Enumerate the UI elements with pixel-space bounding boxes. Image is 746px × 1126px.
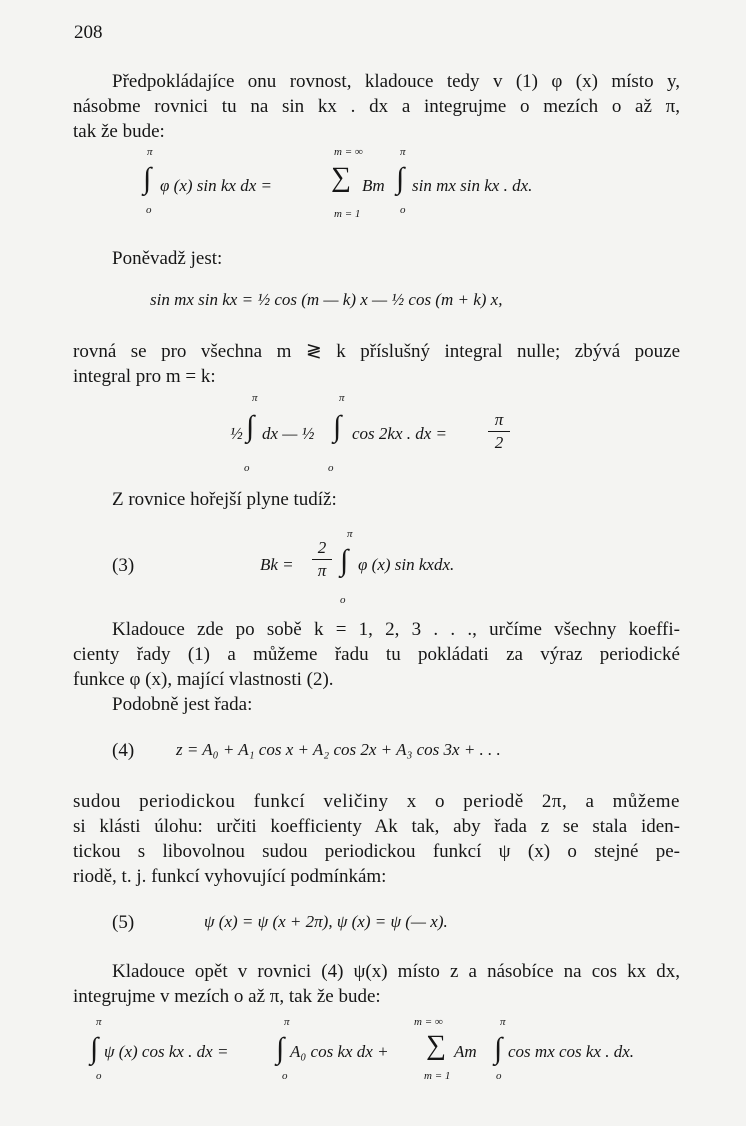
eq1-int-lower: o: [146, 204, 152, 216]
page-number: 208: [74, 22, 103, 43]
eq6-body: ψ (x) = ψ (x + 2π), ψ (x) = ψ (— x).: [204, 912, 448, 931]
eq1-int2-lower: o: [400, 204, 406, 216]
text-line-14: tickou s libovolnou sudou periodickou funkcí ψ (x) o stejné pe-: [73, 841, 680, 862]
eq3-fraction: [488, 410, 510, 453]
eq4-lhs: Bk =: [260, 555, 294, 574]
eq4-denominator: π: [317, 561, 327, 580]
eq3-int1-upper: π: [252, 392, 258, 404]
eq7-int3-lower: o: [496, 1070, 502, 1082]
eq7-mid: A₀ cos kx dx +: [290, 1042, 389, 1061]
eq1-sum-sign: ∑: [331, 162, 351, 193]
eq4-fraction: [312, 538, 332, 581]
eq1-sum-lower: m = 1: [334, 208, 361, 220]
eq7-integral2-sign: ∫: [276, 1032, 285, 1065]
eq4-integral-sign: ∫: [340, 544, 349, 577]
eq3-a: ½: [230, 424, 243, 443]
text-line-12: sudou periodickou funkcí veličiny x o periodě 2π, a můžeme: [73, 791, 680, 812]
text-line-15: riodě, t. j. funkcí vyhovující podmínkám:: [73, 866, 387, 887]
eq7-int2-lower: o: [282, 1070, 288, 1082]
eq7-sum-upper: m = ∞: [414, 1016, 443, 1028]
eq7-integral3-sign: ∫: [494, 1032, 503, 1065]
eq4-int-lower: o: [340, 594, 346, 606]
eq7-sum-lower: m = 1: [424, 1070, 451, 1082]
eq3-denominator: 2: [494, 433, 504, 452]
eq3-int2-lower: o: [328, 462, 334, 474]
eq7-int1-lower: o: [96, 1070, 102, 1082]
text-line-8: Kladouce zde po sobě k = 1, 2, 3 . . ., určíme všechny koeffi-: [112, 619, 680, 640]
eq1-right: sin mx sin kx . dx.: [412, 176, 533, 195]
text-line-10: funkce φ (x), mající vlastnosti (2).: [73, 669, 334, 690]
eq7-right: cos mx cos kx . dx.: [508, 1042, 635, 1061]
text-line-7: Z rovnice hořejší plyne tudíž:: [112, 489, 337, 510]
eq7-integral1-sign: ∫: [90, 1032, 99, 1065]
eq5-body: z = A₀ + A₁ cos x + A₂ cos 2x + A₃ cos 3x + . . .: [176, 740, 501, 759]
eq3-integral1-sign: ∫: [246, 410, 255, 443]
text-line-3: tak že bude:: [73, 121, 165, 142]
text-line-16: Kladouce opět v rovnici (4) ψ(x) místo z a násobíce na cos kx dx,: [112, 961, 680, 982]
eq1-integral2-sign: ∫: [396, 162, 405, 195]
eq4-label: (3): [112, 555, 135, 576]
text-line-4: Poněvadž jest:: [112, 248, 223, 269]
fraction-bar: [312, 559, 332, 560]
eq7-left: ψ (x) cos kx . dx =: [104, 1042, 229, 1061]
text-line-13: si klásti úlohu: určiti koefficienty Ak tak, aby řada z se stala iden-: [73, 816, 680, 837]
equation-2: sin mx sin kx = ½ cos (m — k) x — ½ cos (m + k) x,: [150, 290, 503, 309]
eq3-b: dx — ½: [262, 424, 315, 443]
eq7-int3-upper: π: [500, 1016, 506, 1028]
eq7-int1-upper: π: [96, 1016, 102, 1028]
eq1-sum-upper: m = ∞: [334, 146, 363, 158]
eq5-label: (4): [112, 740, 135, 761]
text-line-6: integral pro m = k:: [73, 366, 216, 387]
eq3-numerator: π: [494, 410, 504, 429]
eq3-int1-lower: o: [244, 462, 250, 474]
eq3-int2-upper: π: [339, 392, 345, 404]
eq1-int2-upper: π: [400, 146, 406, 158]
eq7-sum-sign: ∑: [426, 1030, 446, 1061]
eq1-int-upper: π: [147, 146, 153, 158]
eq4-rhs: φ (x) sin kxdx.: [358, 555, 455, 574]
eq1-mid: Bm: [362, 176, 385, 195]
eq3-c: cos 2kx . dx =: [352, 424, 448, 443]
text-line-11: Podobně jest řada:: [112, 694, 253, 715]
fraction-bar: [488, 431, 510, 432]
eq1-integral-sign: ∫: [143, 162, 152, 195]
eq4-int-upper: π: [347, 528, 353, 540]
text-line-9: cienty řady (1) a můžeme řadu tu pokládati za výraz periodické: [73, 644, 680, 665]
eq7-int2-upper: π: [284, 1016, 290, 1028]
eq6-label: (5): [112, 912, 135, 933]
eq1-left: φ (x) sin kx dx =: [160, 176, 272, 195]
text-line-17: integrujme v mezích o až π, tak že bude:: [73, 986, 381, 1007]
text-line-2: násobme rovnici tu na sin kx . dx a integrujme o mezích o až π,: [73, 96, 680, 117]
text-line-5: rovná se pro všechna m ≷ k příslušný integral nulle; zbývá pouze: [73, 341, 680, 362]
eq7-mid2: Am: [454, 1042, 477, 1061]
eq3-integral2-sign: ∫: [333, 410, 342, 443]
text-line-1: Předpokládajíce onu rovnost, kladouce tedy v (1) φ (x) místo y,: [112, 71, 680, 92]
eq4-numerator: 2: [317, 538, 327, 557]
